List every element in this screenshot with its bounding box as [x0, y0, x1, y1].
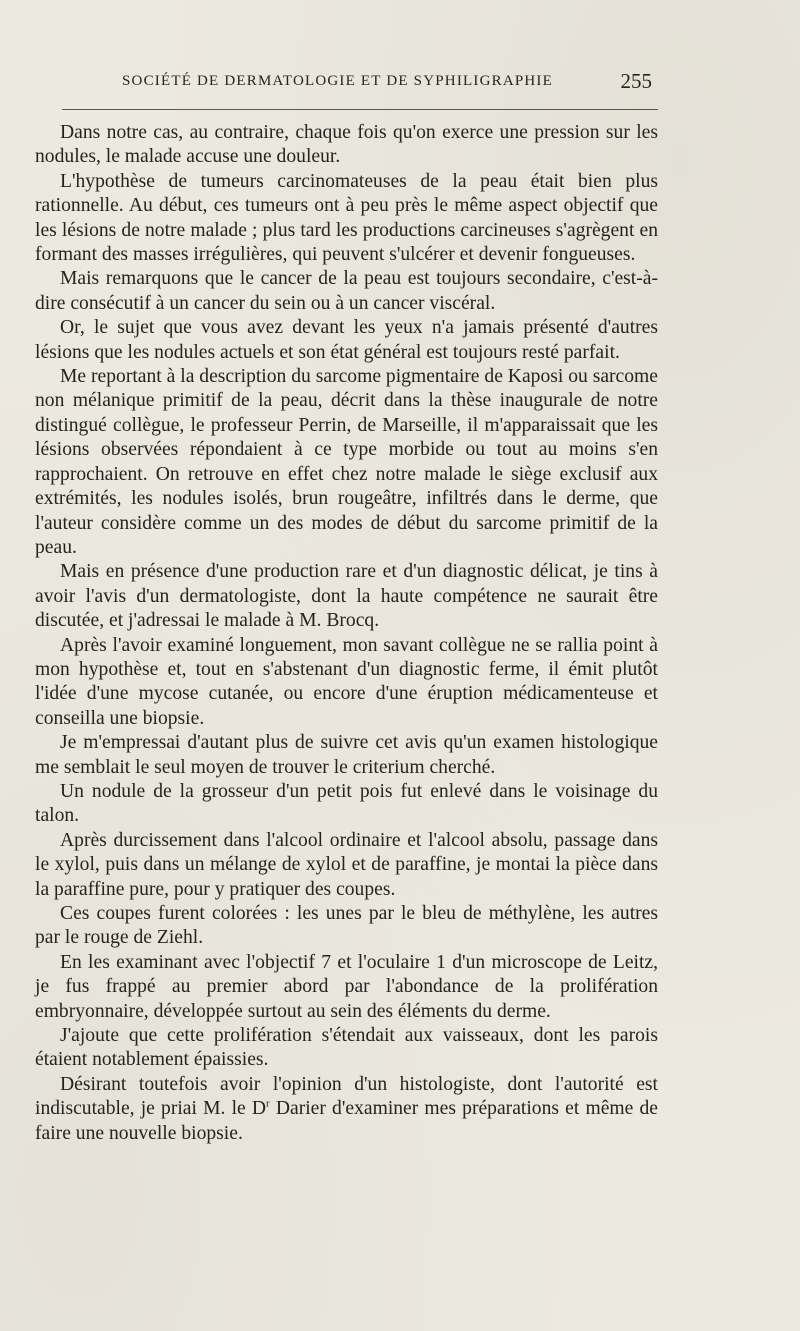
paragraph: Après l'avoir examiné longuement, mon savant collègue ne se rallia point à mon hypothèse et, tout en s'abstenant d'un diagnostic ferme, il émit plutôt l'idée d'une mycose cutanée, ou encore d'une éruption médicamenteuse et conseilla une biopsie. [35, 634, 658, 729]
paragraph: Après durcissement dans l'alcool ordinaire et l'alcool absolu, passage dans le xylol, puis dans un mélange de xylol et de paraffine, je montai la pièce dans la paraffine pure, pour y pratiquer des coupes. [35, 829, 658, 900]
paragraph: Un nodule de la grosseur d'un petit pois fut enlevé dans le voisinage du talon. [35, 780, 658, 827]
paragraph: Ces coupes furent colorées : les unes par le bleu de méthylène, les autres par le rouge de Ziehl. [35, 903, 658, 949]
page-number: 255 [620, 69, 652, 93]
running-title: SOCIÉTÉ DE DERMATOLOGIE ET DE SYPHILIGRAPHIE [122, 73, 553, 89]
paragraph: Or, le sujet que vous avez devant les yeux n'a jamais présenté d'autres lésions que les nodules actuels et son état général est toujours resté parfait. [35, 317, 658, 363]
paragraph: Me reportant à la description du sarcome pigmentaire de Kaposi ou sarcome non mélanique primitif de la peau, décrit dans la thèse inaugurale de notre distingué collègue, le professeur Perrin, de Marseille, il m'apparaissait que les lésions observées répondaient à ce type morbide ou tout au moins s'en rapprochaient. On retrouve en effet chez notre malade le siège exclusif aux extrémités, les nodules isolés, brun rougeâtre, infiltrés dans le derme, que l'auteur considère comme un des modes de début du sarcome primitif de la peau. [35, 366, 658, 558]
paragraph: Dans notre cas, au contraire, chaque fois qu'on exerce une pression sur les nodules, le malade accuse une douleur. [35, 122, 658, 168]
paragraph-last-start: Désirant toutefois avoir l'opinion d'un histologiste, dont l'autorité est indiscutable, je priai M. le D [35, 1073, 658, 1120]
paragraph-last [35, 1073, 658, 1146]
paragraph: J'ajoute que cette prolifération s'étendait aux vaisseaux, dont les parois étaient notablement épaissies. [35, 1025, 658, 1071]
doctor-superscript: r [266, 1097, 270, 1110]
header-rule [62, 109, 658, 110]
paragraph: Mais remarquons que le cancer de la peau est toujours secondaire, c'est-à-dire consécutif à un cancer du sein ou à un cancer viscéral. [35, 268, 658, 314]
body-text [35, 121, 658, 1146]
paragraph: Je m'empressai d'autant plus de suivre cet avis qu'un examen histologique me semblait le seul moyen de trouver le criterium cherché. [35, 732, 658, 778]
paragraph-last-end: Darier d'examiner mes préparations et même de faire une nouvelle biopsie. [35, 1098, 658, 1144]
paragraph: Mais en présence d'une production rare et d'un diagnostic délicat, je tins à avoir l'avis d'un dermatologiste, dont la haute compétence ne saurait être discutée, et j'adressai le malade à M. Brocq. [35, 561, 658, 632]
paragraph: En les examinant avec l'objectif 7 et l'oculaire 1 d'un microscope de Leitz, je fus frappé au premier abord par l'abondance de la prolifération embryonnaire, développée surtout au sein des éléments du derme. [35, 951, 658, 1022]
paragraph: L'hypothèse de tumeurs carcinomateuses de la peau était bien plus rationnelle. Au début, ces tumeurs ont à peu près le même aspect objectif que les lésions de notre malade ; plus tard les productions carcineuses s'agrègent en formant des masses irrégulières, qui peuvent s'ulcérer et devenir fongueuses. [35, 170, 658, 266]
page-header [62, 70, 658, 98]
